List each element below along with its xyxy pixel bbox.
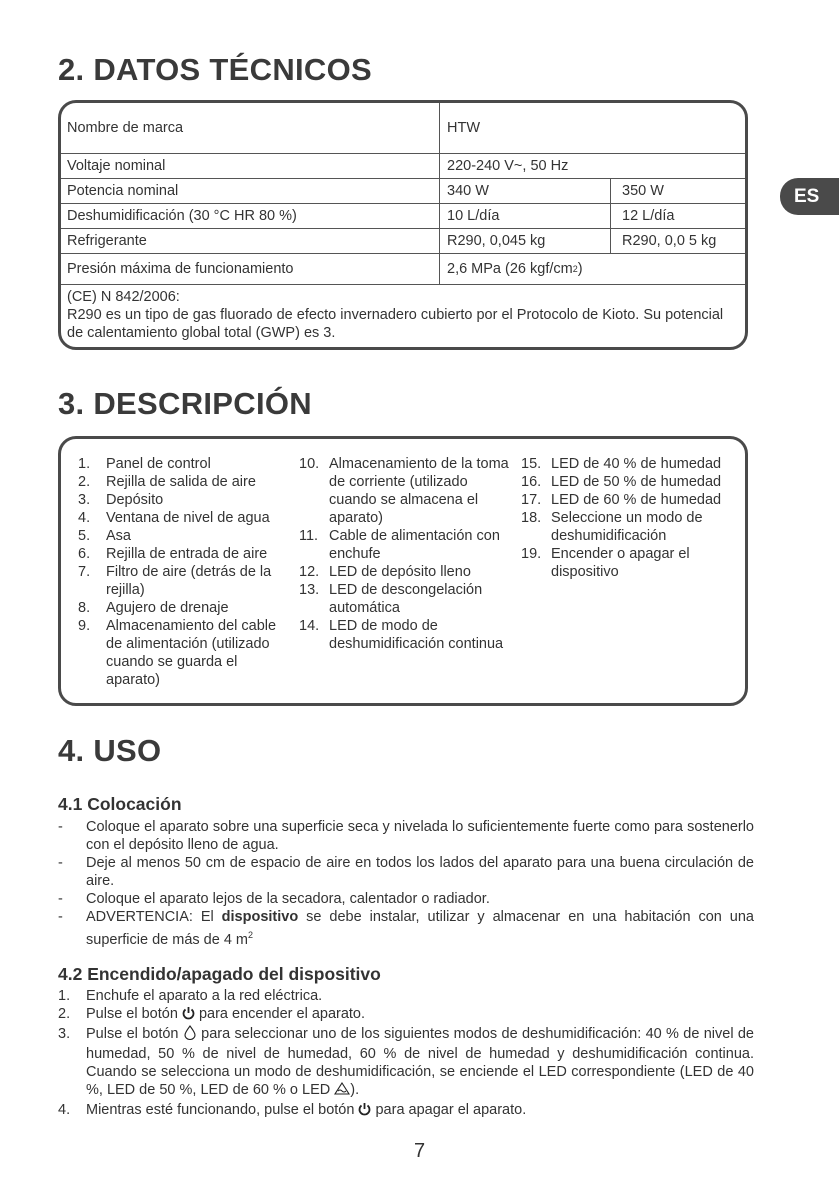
description-item: 1. Panel de control: [78, 456, 211, 472]
spec-value: 340 W: [447, 182, 489, 199]
list-item: - Coloque el aparato lejos de la secadora, calentador o radiador.: [58, 891, 490, 907]
description-item: 6. Rejilla de entrada de aire: [78, 546, 268, 562]
description-item: 5. Asa: [78, 528, 131, 544]
table-row: [61, 253, 745, 285]
page-number: 7: [413, 1140, 426, 1162]
step-item: 1. Enchufe el aparato a la red eléctrica.: [58, 988, 323, 1004]
section-title-descripcion: 3. DESCRIPCIÓN: [58, 386, 312, 421]
note-text: R290 es un tipo de gas fluorado de efecto invernadero cubierto por el Protocolo de Kioto. Su potencial de calentamiento global total (GWP) es 3.: [67, 307, 724, 341]
spec-value: 10 L/día: [447, 207, 500, 224]
step-item: 3. Pulse el botón para seleccionar uno de los siguientes modos de deshumidificación: 40 % de nivel de humedad, 50 % de nivel de humedad, 60 % de nivel de humedad y deshumidificación continua. Cuando se selecciona un modo de deshumidificación, se enciende el LED correspondiente (LED de 40 %, LED de 50 %, LED de 60 % o LED ).: [58, 1025, 754, 1101]
description-item: 2. Rejilla de salida de aire: [78, 474, 256, 490]
description-item: 4. Ventana de nivel de agua: [78, 510, 270, 526]
power-icon: [358, 1102, 371, 1121]
spec-value-alt: R290, 0,0 5 kg: [622, 232, 717, 249]
note-title: (CE) N 842/2006:: [67, 289, 180, 305]
description-item: 12. LED de depósito lleno: [299, 564, 471, 580]
table-row: [61, 153, 745, 179]
table-row: [61, 228, 745, 254]
list-item: - Deje al menos 50 cm de espacio de aire en todos los lados del aparato para una buena circulación de aire.: [58, 855, 754, 889]
water-drop-icon: [183, 1025, 197, 1045]
description-column-2: [301, 455, 511, 653]
description-item: 14. LED de modo de deshumidificación continua: [299, 618, 504, 652]
spec-label: Nombre de marca: [67, 120, 184, 136]
description-item: 9. Almacenamiento del cable de alimentación (utilizado cuando se guarda el aparato): [78, 618, 277, 688]
spec-label: Refrigerante: [67, 232, 147, 249]
list-item: - Coloque el aparato sobre una superficie seca y nivelada lo suficientemente fuerte como para sostenerlo con el depósito lleno de agua.: [58, 819, 754, 853]
table-row: [61, 103, 745, 154]
table-row: [61, 178, 745, 204]
table-row: [61, 203, 745, 229]
description-item: 8. Agujero de drenaje: [78, 600, 229, 616]
description-item: 16. LED de 50 % de humedad: [521, 474, 722, 490]
spec-value-alt: 12 L/día: [622, 207, 675, 224]
description-item: 10. Almacenamiento de la toma de corriente (utilizado cuando se almacena el aparato): [299, 456, 509, 526]
description-item: 15. LED de 40 % de humedad: [521, 456, 722, 472]
section-title-datos-tecnicos: 2. DATOS TÉCNICOS: [58, 52, 372, 87]
power-icon: [182, 1006, 195, 1025]
description-item: 7. Filtro de aire (detrás de la rejilla): [78, 564, 272, 598]
description-item: 19. Encender o apagar el dispositivo: [521, 546, 690, 580]
spec-value: 2,6 MPa (26 kgf/cm 2 ): [447, 260, 583, 277]
description-column-3: [523, 455, 733, 581]
continuous-mode-icon: [334, 1082, 350, 1101]
subsection-title-colocacion: 4.1 Colocación: [58, 794, 182, 814]
description-column-1: [78, 455, 293, 689]
spec-label: Potencia nominal: [67, 182, 179, 199]
subsection-title-encendido: 4.2 Encendido/apagado del dispositivo: [58, 964, 381, 984]
list-item-warning: - ADVERTENCIA: El dispositivo se debe instalar, utilizar y almacenar en una habitación con una superficie de más de 4 $m^2$: [58, 909, 754, 948]
step-item: 4. Mientras esté funcionando, pulse el botón para apagar el aparato.: [58, 1101, 754, 1121]
spec-value: 220-240 V~, 50 Hz: [447, 157, 569, 174]
language-tab: ES: [780, 178, 839, 215]
spec-label: Deshumidificación (30 °C HR 80 %): [67, 207, 297, 224]
spec-label: Presión máxima de funcionamiento: [67, 260, 294, 277]
spec-value: R290, 0,045 kg: [447, 232, 546, 249]
spec-value-alt: 350 W: [622, 182, 664, 199]
description-item: 17. LED de 60 % de humedad: [521, 492, 722, 508]
section-title-uso: 4. USO: [58, 733, 162, 768]
step-item: 2. Pulse el botón para encender el aparato.: [58, 1005, 754, 1025]
spec-value: HTW: [447, 120, 481, 136]
description-item: 3. Depósito: [78, 492, 164, 508]
refrigerant-note: [67, 288, 737, 342]
description-item: 13. LED de descongelación automática: [299, 582, 483, 616]
spec-label: Voltaje nominal: [67, 157, 166, 174]
description-item: 11. Cable de alimentación con enchufe: [299, 528, 500, 562]
description-item: 18. Seleccione un modo de deshumidificación: [521, 510, 703, 544]
colocacion-list: [58, 818, 754, 949]
encendido-steps: [58, 987, 754, 1121]
